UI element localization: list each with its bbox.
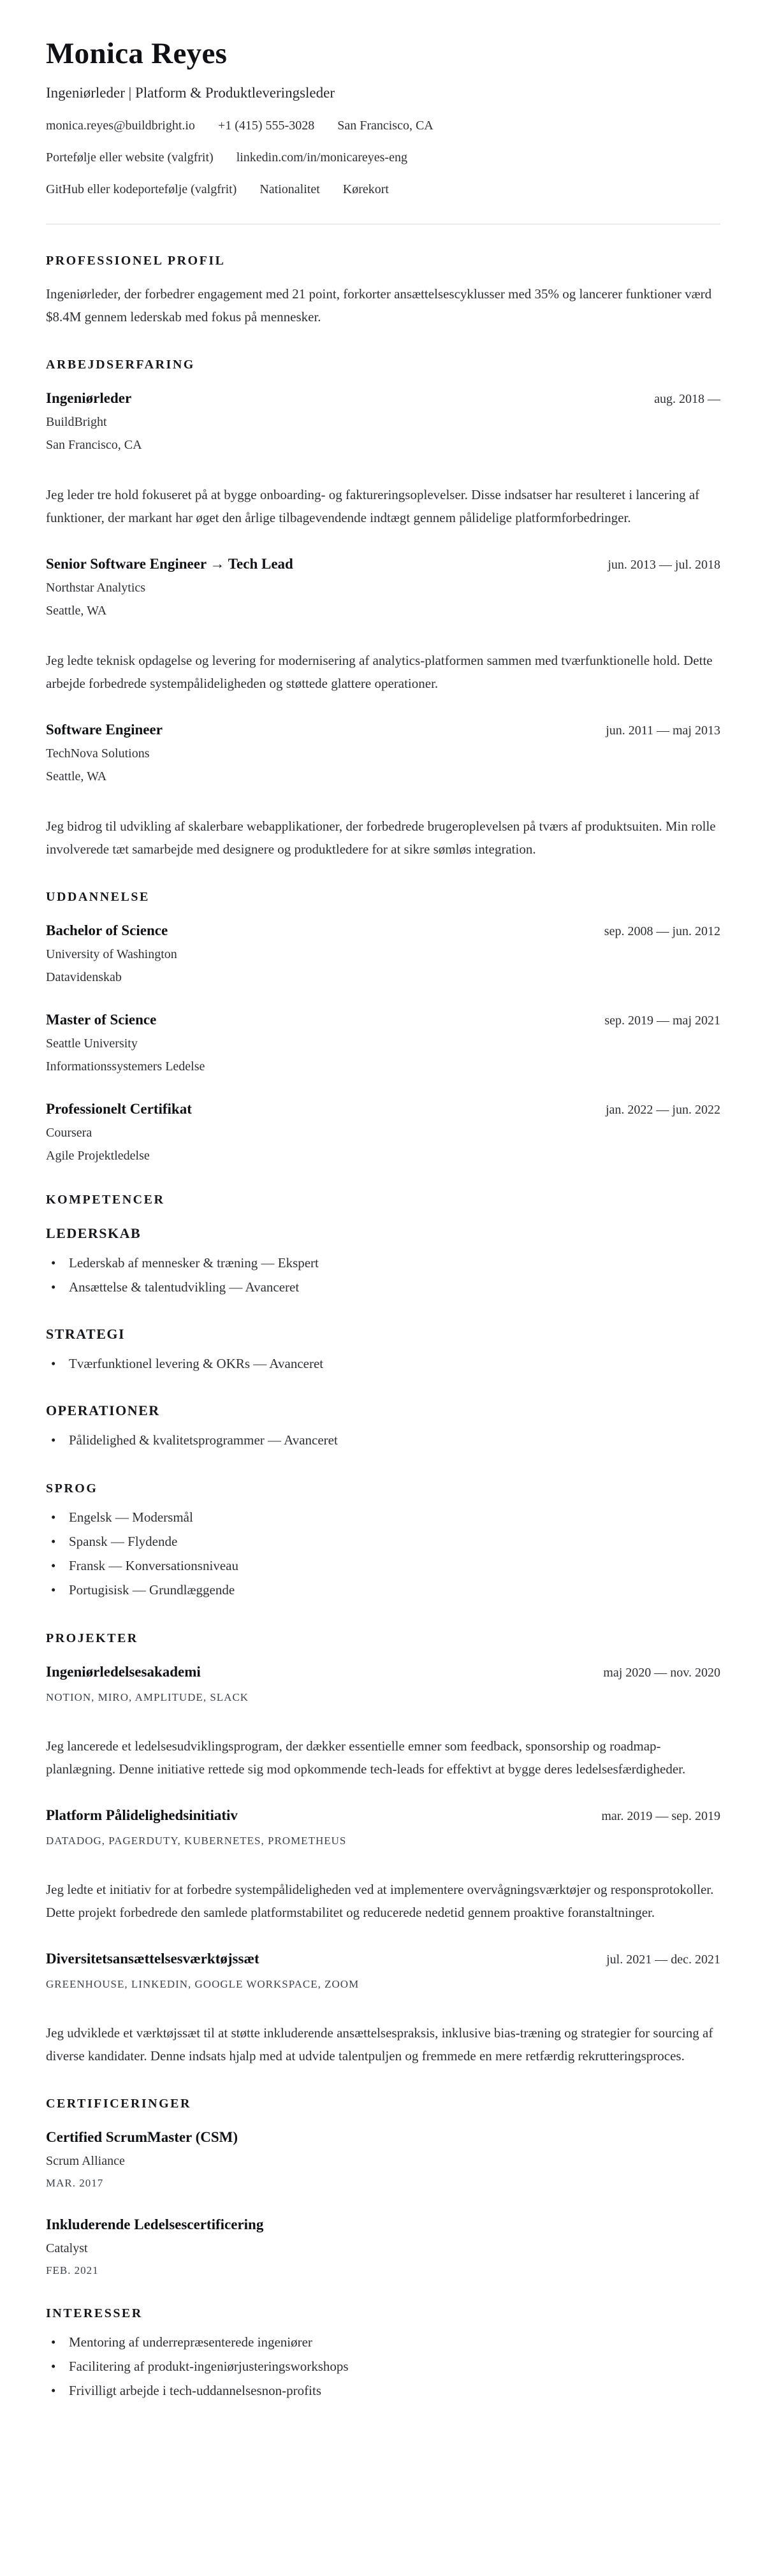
project-dates: jul. 2021 — dec. 2021	[606, 1953, 720, 1967]
skill-group-operations	[46, 1402, 720, 1452]
project-entry-head	[46, 1807, 720, 1824]
job-description: Jeg leder tre hold fokuseret på at bygge onboarding- og faktureringsoplevelser. Disse indsatser har resulteret i lancering af funktioner, der markant har øget den årlige tilbagevendende indtægt gennem pålidelige platformforbedringer.	[46, 487, 700, 526]
education-field: Datavidenskab	[46, 970, 122, 985]
section-experience	[46, 358, 720, 861]
job-title: Software Engineer	[46, 722, 163, 738]
skill-item: • Pålidelighed & kvalitetsprogrammer — Avanceret	[46, 1428, 720, 1452]
contact-email: monica.reyes@buildbright.io	[46, 119, 195, 133]
section-languages	[46, 1481, 720, 1602]
language-list	[46, 1505, 720, 1602]
job-dates: jun. 2011 — maj 2013	[606, 724, 720, 738]
project-entry	[46, 1807, 720, 1924]
section-profile	[46, 254, 720, 328]
project-dates: maj 2020 — nov. 2020	[603, 1666, 720, 1680]
certification-issuer: Scrum Alliance	[46, 2154, 125, 2169]
certification-entry	[46, 2129, 720, 2190]
project-dates: mar. 2019 — sep. 2019	[601, 1809, 720, 1824]
language-item: • Fransk — Konversationsniveau	[46, 1554, 720, 1578]
contact-drivers-license: Kørekort	[342, 182, 389, 197]
contact-row-2	[46, 150, 720, 165]
interest-item: • Frivilligt arbejde i tech-uddannelsesnon-profits	[46, 2378, 720, 2403]
project-entry-head	[46, 1951, 720, 1967]
project-tools: NOTION, MIRO, AMPLITUDE, SLACK	[46, 1691, 249, 1704]
skill-group-name: OPERATIONER	[46, 1402, 160, 1419]
skill-group-name: STRATEGI	[46, 1326, 126, 1343]
skills-heading: KOMPETENCER	[46, 1193, 165, 1207]
education-school: Seattle University	[46, 1037, 138, 1051]
language-item: • Spansk — Flydende	[46, 1529, 720, 1554]
skill-group-name: LEDERSKAB	[46, 1225, 142, 1242]
job-entry	[46, 556, 720, 695]
education-degree: Professionelt Certifikat	[46, 1101, 192, 1117]
section-certifications	[46, 2097, 720, 2277]
education-degree: Bachelor of Science	[46, 922, 168, 939]
education-dates: sep. 2008 — jun. 2012	[604, 924, 720, 939]
certification-title: Inkluderende Ledelsescertificering	[46, 2216, 264, 2233]
skill-group-strategy	[46, 1326, 720, 1376]
project-title: Diversitetsansættelsesværktøjssæt	[46, 1951, 259, 1967]
education-degree: Master of Science	[46, 1012, 157, 1028]
section-interests	[46, 2306, 720, 2403]
skill-item: • Ansættelse & talentudvikling — Avanceret	[46, 1275, 720, 1299]
project-description: Jeg udviklede et værktøjssæt til at støtte inkluderende ansættelsespraksis, inklusive bias-træning og strategier for sourcing af diverse kandidater. Denne indsats hjalp med at udvide talentpuljen og fremmede en mere retfærdig rekrutteringsproces.	[46, 2025, 713, 2064]
interest-item: • Facilitering af produkt-ingeniørjusteringsworkshops	[46, 2354, 720, 2378]
skill-list	[46, 1428, 720, 1452]
job-location: San Francisco, CA	[46, 438, 142, 453]
project-entry	[46, 1664, 720, 1780]
education-dates: jan. 2022 — jun. 2022	[606, 1103, 720, 1117]
project-title: Ingeniørledelsesakademi	[46, 1664, 201, 1680]
skill-group-leadership	[46, 1225, 720, 1299]
job-entry-head	[46, 556, 720, 572]
job-description: Jeg ledte teknisk opdagelse og levering for modernisering af analytics-platformen sammen med tværfunktionelle hold. Dette arbejde forbedrede systempålideligheden og støttede glattere operationer.	[46, 653, 713, 692]
education-field: Informationssystemers Ledelse	[46, 1059, 205, 1074]
contact-location: San Francisco, CA	[337, 119, 433, 133]
project-tools: GREENHOUSE, LINKEDIN, GOOGLE WORKSPACE, ZOOM	[46, 1978, 360, 1991]
job-location: Seattle, WA	[46, 769, 107, 784]
skill-list	[46, 1251, 720, 1299]
contact-portfolio: Portefølje eller website (valgfrit)	[46, 150, 214, 165]
job-dates: jun. 2013 — jul. 2018	[608, 558, 720, 572]
certification-date: FEB. 2021	[46, 2264, 99, 2277]
section-education	[46, 890, 720, 1163]
project-title: Platform Pålidelighedsinitiativ	[46, 1807, 238, 1824]
education-entry-head	[46, 1012, 720, 1028]
interest-list	[46, 2330, 720, 2403]
job-location: Seattle, WA	[46, 604, 107, 618]
education-entry-head	[46, 922, 720, 939]
job-entry-head	[46, 722, 720, 738]
job-company: Northstar Analytics	[46, 581, 146, 595]
project-entry-head	[46, 1664, 720, 1680]
job-title: Ingeniørleder	[46, 390, 132, 407]
section-projects	[46, 1631, 720, 2067]
project-entry	[46, 1951, 720, 2067]
job-entry	[46, 390, 720, 529]
contact-nationality: Nationalitet	[259, 182, 320, 197]
language-item: • Portugisisk — Grundlæggende	[46, 1578, 720, 1602]
contact-linkedin: linkedin.com/in/monicareyes-eng	[236, 150, 407, 165]
candidate-name: Monica Reyes	[46, 37, 228, 70]
job-company: TechNova Solutions	[46, 746, 150, 761]
certification-entry	[46, 2216, 720, 2277]
interests-heading: INTERESSER	[46, 2306, 143, 2321]
education-entry	[46, 1101, 720, 1163]
section-skills	[46, 1193, 720, 1452]
education-entry	[46, 1012, 720, 1074]
resume-header	[46, 38, 720, 197]
interest-item: • Mentoring af underrepræsenterede ingeniører	[46, 2330, 720, 2354]
education-entry	[46, 922, 720, 985]
certification-issuer: Catalyst	[46, 2241, 88, 2256]
project-description: Jeg lancerede et ledelsesudviklingsprogram, der dækker essentielle emner som feedback, sponsorship og roadmap-planlægning. Denne initiative rettede sig mod opkommende tech-leads for effektivt at bygge deres ledelsesfærdigheder.	[46, 1738, 686, 1777]
education-school: Coursera	[46, 1126, 92, 1140]
certification-title: Certified ScrumMaster (CSM)	[46, 2129, 238, 2146]
languages-heading: SPROG	[46, 1481, 98, 1496]
profile-summary: Ingeniørleder, der forbedrer engagement med 21 point, forkorter ansættelsescyklusser med 35% og lancerer funktioner værd $8.4M gennem lederskab med fokus på mennesker.	[46, 286, 712, 325]
project-description: Jeg ledte et initiativ for at forbedre systempålideligheden ved at implementere overvågningsværktøjer og responsprotokoller. Dette projekt forbedrede den samlede platformstabilitet og reducerede nedetid gennem proaktive foranstaltninger.	[46, 1882, 714, 1921]
language-item: • Engelsk — Modersmål	[46, 1505, 720, 1529]
skill-item: • Tværfunktionel levering & OKRs — Avanceret	[46, 1351, 720, 1376]
skill-item: • Lederskab af mennesker & træning — Ekspert	[46, 1251, 720, 1275]
job-description: Jeg bidrog til udvikling af skalerbare webapplikationer, der forbedrede brugeroplevelsen på tværs af produktsuiten. Min rolle involverede tæt samarbejde med designere og produktledere for at sikre sømløs integration.	[46, 819, 716, 857]
contact-github: GitHub eller kodeportefølje (valgfrit)	[46, 182, 237, 197]
education-school: University of Washington	[46, 947, 177, 962]
education-entry-head	[46, 1101, 720, 1117]
job-dates: aug. 2018 —	[654, 392, 720, 407]
job-entry	[46, 722, 720, 861]
contact-row-1	[46, 119, 720, 133]
project-tools: DATADOG, PAGERDUTY, KUBERNETES, PROMETHEUS	[46, 1835, 347, 1847]
skill-list	[46, 1351, 720, 1376]
job-title: Senior Software Engineer → Tech Lead	[46, 556, 293, 572]
education-field: Agile Projektledelse	[46, 1149, 150, 1163]
projects-heading: PROJEKTER	[46, 1631, 138, 1646]
job-entry-head	[46, 390, 720, 407]
profile-heading: PROFESSIONEL PROFIL	[46, 254, 226, 268]
candidate-title: Ingeniørleder | Platform & Produktleveringsleder	[46, 85, 335, 101]
contact-row-3	[46, 182, 720, 197]
certification-date: MAR. 2017	[46, 2177, 104, 2190]
experience-heading: ARBEJDSERFARING	[46, 358, 195, 372]
job-company: BuildBright	[46, 415, 107, 430]
education-heading: UDDANNELSE	[46, 890, 150, 905]
contact-phone: +1 (415) 555-3028	[217, 119, 315, 133]
education-dates: sep. 2019 — maj 2021	[604, 1014, 720, 1028]
certifications-heading: CERTIFICERINGER	[46, 2097, 191, 2111]
